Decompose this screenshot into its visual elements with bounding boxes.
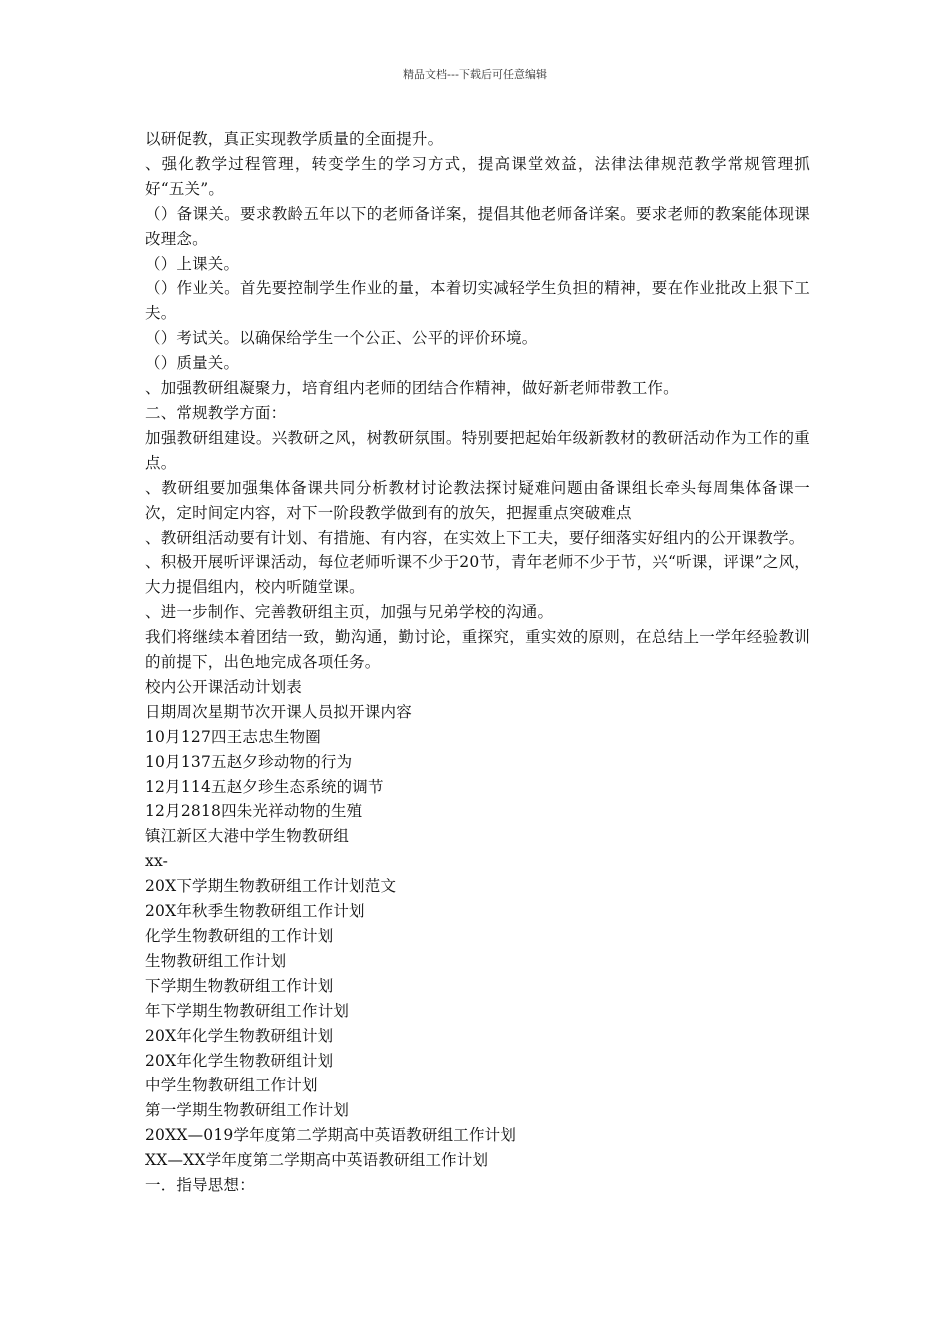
- related-title: 20XX—019学年度第二学期高中英语教研组工作计划: [145, 1126, 517, 1145]
- paragraph: 、加强教研组凝聚力，培育组内老师的团结合作精神，做好新老师带教工作。: [145, 379, 679, 398]
- paragraph: 、积极开展听评课活动，每位老师听课不少于20节，青年老师不少于节，兴“听课，评课”之风，大力提倡组内，校内听随堂课。: [145, 553, 810, 597]
- signature-line: 镇江新区大港中学生物教研组: [145, 827, 350, 846]
- paragraph: 我们将继续本着团结一致，勤沟通，勤讨论，重探究，重实效的原则，在总结上一学年经验教训的前提下，出色地完成各项任务。: [145, 628, 810, 672]
- table-title: 校内公开课活动计划表: [145, 677, 303, 696]
- related-title: 下学期生物教研组工作计划: [145, 976, 334, 995]
- paragraph: 、强化教学过程管理，转变学生的学习方式，提高课堂效益，法律法律规范教学常规管理抓好“五关”。: [145, 154, 810, 198]
- table-row: 12月114五赵夕珍生态系统的调节: [145, 777, 384, 796]
- related-title: 年下学期生物教研组工作计划: [145, 1001, 350, 1020]
- paragraph: （）考试关。以确保给学生一个公正、公平的评价环境。: [145, 329, 538, 348]
- paragraph: 、教研组要加强集体备课共同分析教材讨论教法探讨疑难问题由备课组长牵头每周集体备课一次，定时间定内容，对下一阶段教学做到有的放矢，把握重点突破难点: [145, 478, 810, 522]
- table-row: 10月127四王志忠生物圈: [145, 727, 321, 746]
- related-title: 20X年化学生物教研组计划: [145, 1026, 334, 1045]
- page-header: 精品文档---下载后可任意编辑: [403, 68, 547, 81]
- related-title: 化学生物教研组的工作计划: [145, 927, 334, 945]
- paragraph: 、进一步制作、完善教研组主页，加强与兄弟学校的沟通。: [145, 603, 554, 622]
- paragraph: 以研促教，真正实现教学质量的全面提升。: [145, 130, 444, 148]
- paragraph: （）上课关。: [145, 254, 240, 273]
- table-header-row: 日期周次星期节次开课人员拟开课内容: [145, 702, 412, 721]
- related-title: 生物教研组工作计划: [145, 951, 287, 970]
- related-title: XX—XX学年度第二学期高中英语教研组工作计划: [145, 1151, 489, 1170]
- related-title: 20X下学期生物教研组工作计划范文: [145, 877, 397, 896]
- paragraph: （）质量关。: [145, 354, 240, 373]
- related-title: 20X年秋季生物教研组工作计划: [145, 902, 365, 921]
- paragraph: （）备课关。要求教龄五年以下的老师备详案，提倡其他老师备详案。要求老师的教案能体现课改理念。: [145, 204, 810, 248]
- table-row: 12月2818四朱光祥动物的生殖: [145, 802, 363, 821]
- related-title: 中学生物教研组工作计划: [145, 1076, 318, 1095]
- date-line: xx-: [145, 852, 169, 871]
- table-row: 10月137五赵夕珍动物的行为: [145, 752, 353, 771]
- related-title: 20X年化学生物教研组计划: [145, 1051, 334, 1070]
- paragraph: （）作业关。首先要控制学生作业的量，本着切实减轻学生负担的精神，要在作业批改上狠下工夫。: [145, 279, 810, 323]
- paragraph: 、教研组活动要有计划、有措施、有内容，在实效上下工夫，要仔细落实好组内的公开课教学。: [145, 528, 805, 547]
- related-title: 第一学期生物教研组工作计划: [145, 1101, 350, 1120]
- paragraph: 加强教研组建设。兴教研之风，树教研氛围。特别要把起始年级新教材的教研活动作为工作的重点。: [145, 428, 810, 472]
- document-body: [145, 127, 810, 1198]
- section-heading: 一．指导思想：: [145, 1176, 255, 1195]
- section-heading: 二、常规教学方面：: [145, 403, 287, 422]
